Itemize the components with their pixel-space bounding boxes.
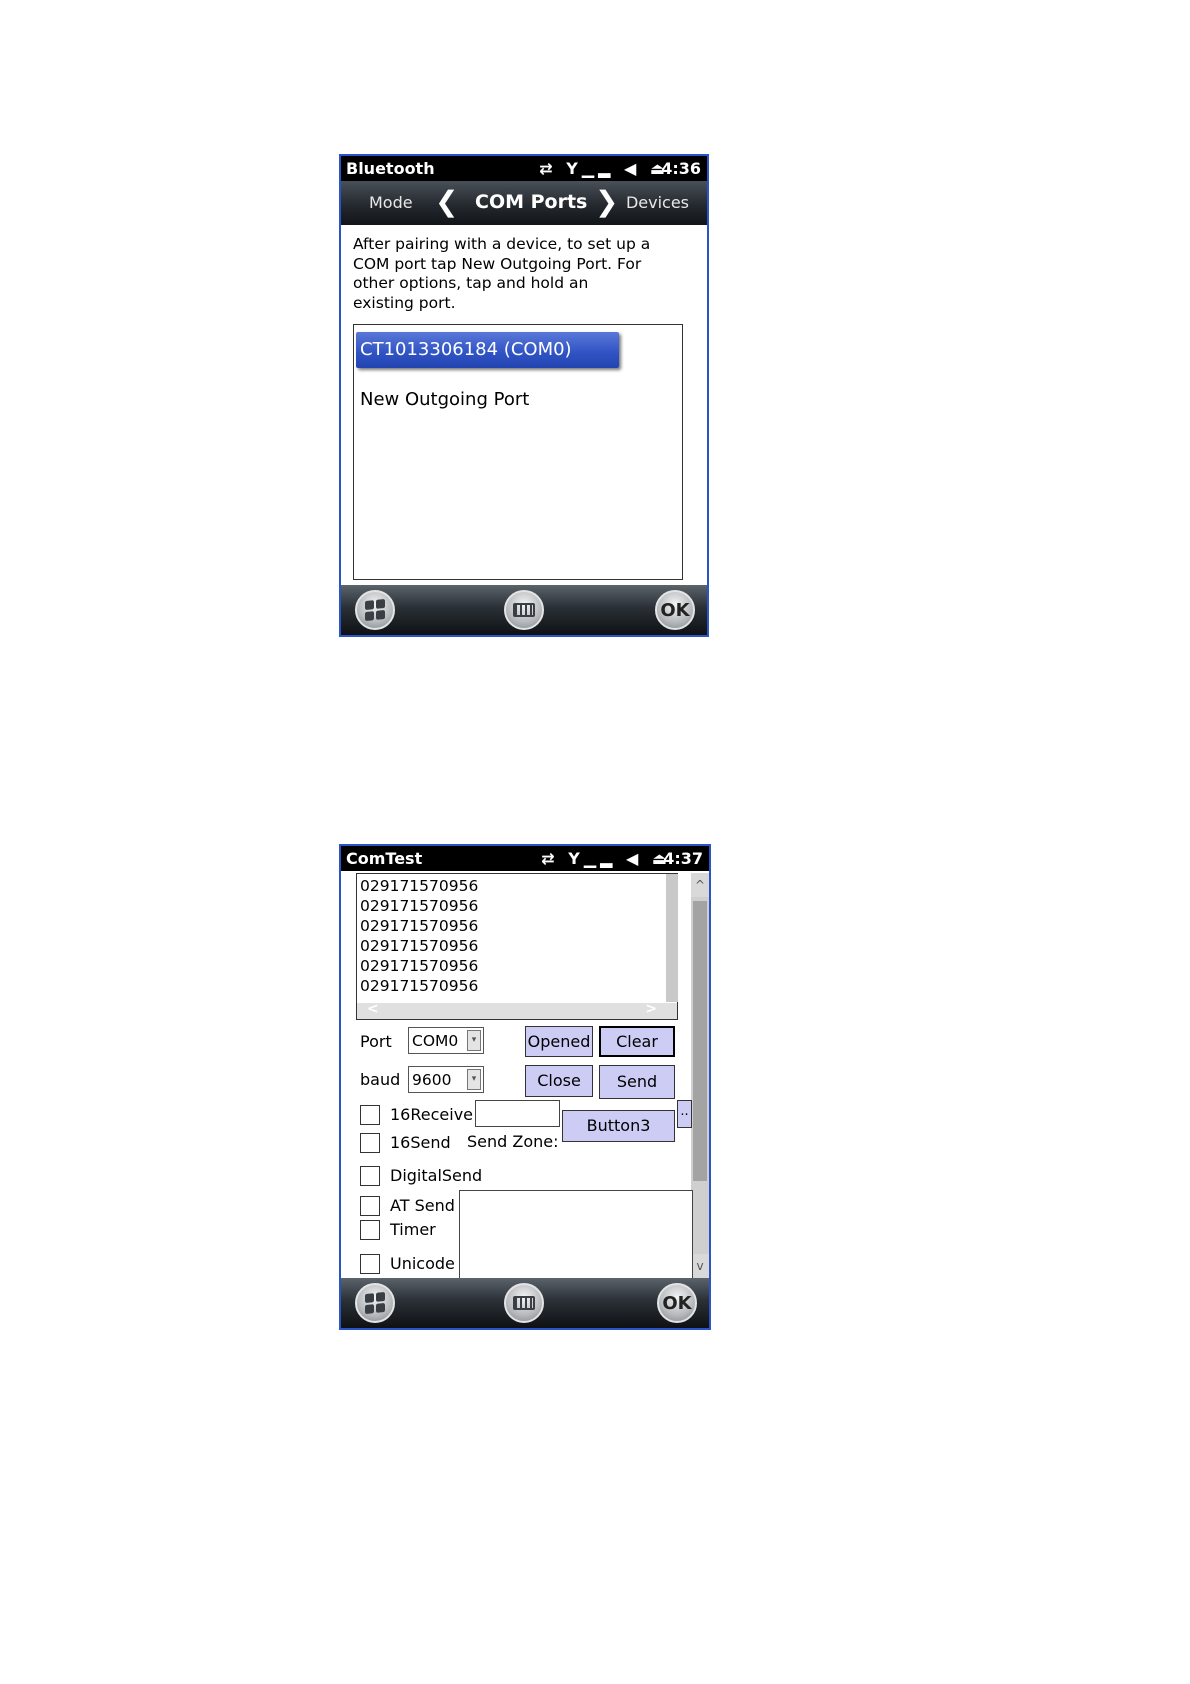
dropdown-arrow-icon[interactable]: ▾ [467,1030,481,1051]
dropdown-arrow-icon[interactable]: ▾ [467,1069,481,1090]
windows-logo-icon [365,1292,385,1314]
scroll-up-icon[interactable]: ^ [691,873,709,897]
scroll-thumb[interactable] [693,901,707,1181]
page-scrollbar[interactable] [691,873,709,1278]
send-zone-label: Send Zone: [467,1132,559,1151]
checkbox-atsend-label: AT Send [390,1196,455,1215]
status-bar [341,846,709,871]
checkbox-digitalsend[interactable] [360,1166,380,1186]
checkbox-timer[interactable] [360,1220,380,1240]
status-icons[interactable]: ⇄ Y▁▂ ◀ ⏏ [541,849,671,868]
port-item-selected[interactable]: CT1013306184 (COM0) [356,332,619,368]
windows-logo-icon [365,599,385,621]
close-button[interactable]: Close [525,1065,593,1097]
received-line: 029171570956 [360,957,479,975]
port-label: Port [360,1032,392,1051]
send-zone-input[interactable] [475,1100,560,1127]
checkbox-digitalsend-label: DigitalSend [390,1166,483,1185]
keyboard-icon [513,1296,535,1310]
windows-start-icon[interactable] [355,1283,395,1323]
checkbox-unicode-label: Unicode [390,1254,455,1273]
tab-mode[interactable]: Mode [369,193,413,212]
scroll-left-icon[interactable]: < [367,1001,379,1017]
ok-button[interactable]: OK [655,590,695,630]
checkbox-16receive-label: 16Receive [390,1105,473,1124]
baud-label: baud [360,1070,401,1089]
app-title: ComTest [346,849,423,868]
port-select[interactable] [408,1027,484,1054]
receive-horizontal-scrollbar[interactable] [357,1003,677,1019]
scroll-right-icon[interactable]: > [645,1001,657,1017]
more-button[interactable]: .. [677,1100,692,1128]
checkbox-atsend[interactable] [360,1196,380,1216]
checkbox-16send-label: 16Send [390,1133,451,1152]
ok-button[interactable]: OK [657,1283,697,1323]
clock[interactable]: 4:36 [661,159,701,178]
tab-com-ports[interactable]: COM Ports [475,191,588,213]
status-bar [341,156,707,181]
keyboard-button[interactable] [504,590,544,630]
clock[interactable]: 4:37 [663,849,703,868]
tab-devices[interactable]: Devices [625,193,689,212]
baud-value: 9600 [412,1071,452,1089]
checkbox-16send[interactable] [360,1133,380,1153]
baud-select[interactable] [408,1066,484,1093]
chevron-left-icon[interactable]: ❮ [435,185,459,218]
windows-start-icon[interactable] [355,590,395,630]
soft-key-bar [341,1278,709,1328]
status-icons[interactable]: ⇄ Y▁▂ ◀ ⏏ [539,159,669,178]
button3[interactable]: Button3 [562,1110,675,1142]
receive-vertical-scrollbar[interactable] [666,874,678,1002]
received-line: 029171570956 [360,977,479,995]
scroll-down-icon[interactable]: v [691,1254,709,1278]
received-line: 029171570956 [360,877,479,895]
new-outgoing-port-item[interactable]: New Outgoing Port [360,389,530,410]
comtest-screen [339,844,711,1330]
send-textbox[interactable] [459,1190,693,1282]
chevron-right-icon[interactable]: ❯ [595,185,619,218]
received-line: 029171570956 [360,937,479,955]
keyboard-icon [513,603,535,617]
keyboard-button[interactable] [504,1283,544,1323]
send-button[interactable]: Send [599,1065,675,1099]
checkbox-16receive[interactable] [360,1105,380,1125]
app-title: Bluetooth [346,159,435,178]
received-line: 029171570956 [360,897,479,915]
tab-bar [341,181,707,225]
checkbox-unicode[interactable] [360,1254,380,1274]
receive-textbox[interactable] [356,873,678,1020]
clear-button[interactable]: Clear [599,1026,675,1057]
port-list [353,324,683,580]
received-line: 029171570956 [360,917,479,935]
soft-key-bar [341,585,707,635]
bluetooth-screen [339,154,709,637]
opened-button[interactable]: Opened [525,1026,593,1057]
instructions-text: After pairing with a device, to set up a COM port tap New Outgoing Port. For other options, tap and hold an existing port. [353,235,651,312]
port-value: COM0 [412,1032,459,1050]
checkbox-timer-label: Timer [390,1220,436,1239]
